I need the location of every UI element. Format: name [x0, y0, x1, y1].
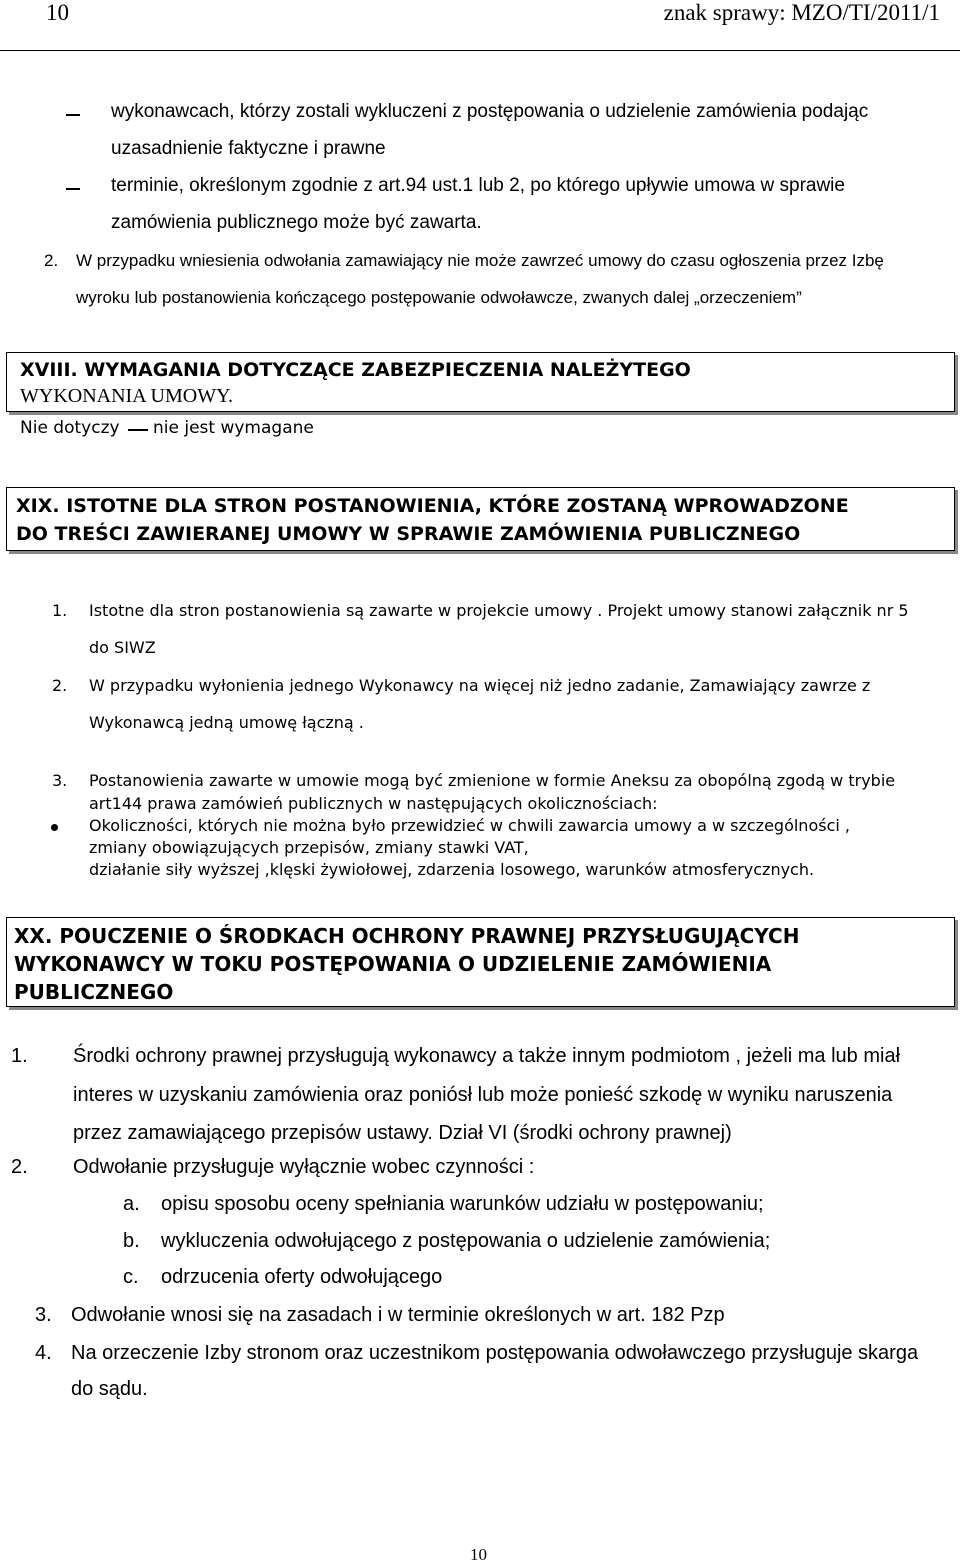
s20-sub-a-text: opisu sposobu oceny spełniania warunków udziału w postępowaniu; — [161, 1193, 764, 1215]
s20-item1-line3: przez zamawiającego przepisów ustawy. Dział VI (środki ochrony prawnej) — [73, 1122, 732, 1144]
s19-bullet-line1: Okoliczności, których nie można było przewidzieć w chwili zawarcia umowy a w szczególności , — [89, 816, 850, 835]
s20-item2-number: 2. — [11, 1156, 28, 1178]
bullet-dot — [51, 824, 58, 831]
s19-item1-line2: do SIWZ — [89, 638, 156, 657]
s20-item4-line1: Na orzeczenie Izby stronom oraz uczestnikom postępowania odwoławczego przysługuje skarga — [71, 1342, 919, 1364]
s20-sub-c-label: c. — [123, 1266, 139, 1288]
point2-line1: W przypadku wniesienia odwołania zamawiający nie może zawrzeć umowy do czasu ogłoszenia przez Izbę — [76, 251, 884, 270]
section19-title-line2: DO TREŚCI ZAWIERANEJ UMOWY W SPRAWIE ZAMÓWIENIA PUBLICZNEGO — [16, 523, 801, 545]
dash-bullet — [66, 114, 80, 116]
s19-item2-number: 2. — [52, 676, 68, 695]
s20-item3-text: Odwołanie wnosi się na zasadach i w terminie określonych w art. 182 Pzp — [71, 1304, 725, 1326]
dash-item-1-line1: wykonawcach, którzy zostali wykluczeni z postępowania o udzielenie zamówienia podając — [111, 101, 869, 122]
section20-title-line3: PUBLICZNEGO — [14, 980, 174, 1004]
s20-item1-number: 1. — [11, 1045, 28, 1067]
section18-body-right: nie jest wymagane — [153, 418, 314, 438]
section20-title-line2: WYKONAWCY W TOKU POSTĘPOWANIA O UDZIELENIE ZAMÓWIENIA — [14, 952, 772, 976]
section19-title-line1: XIX. ISTOTNE DLA STRON POSTANOWIENIA, KTÓRE ZOSTANĄ WPROWADZONE — [16, 495, 849, 517]
s19-item1-line1: Istotne dla stron postanowienia są zawarte w projekcie umowy . Projekt umowy stanowi załącznik nr 5 — [89, 601, 909, 620]
section18-body-left: Nie dotyczy — [20, 418, 120, 438]
dash-separator — [128, 429, 148, 431]
footer-page-number: 10 — [470, 1545, 487, 1564]
s20-item1-line1: Środki ochrony prawnej przysługują wykonawcy a także innym podmiotom , jeżeli ma lub miał — [73, 1045, 901, 1067]
s20-sub-a-label: a. — [123, 1193, 140, 1215]
section18-title-line1: XVIII. WYMAGANIA DOTYCZĄCE ZABEZPIECZENIA NALEŻYTEGO — [20, 359, 691, 381]
header-case-number: znak sprawy: MZO/TI/2011/1 — [663, 0, 940, 25]
s19-item2-line2: Wykonawcą jedną umowę łączną . — [89, 713, 364, 732]
section18-title-line2: WYKONANIA UMOWY. — [20, 385, 233, 407]
dash-item-1-line2: uzasadnienie faktyczne i prawne — [111, 138, 386, 159]
s19-item3-line1: Postanowienia zawarte w umowie mogą być zmienione w formie Aneksu za obopólną zgodą w trybie — [89, 771, 896, 790]
header-rule — [0, 50, 960, 51]
s19-item1-number: 1. — [52, 601, 68, 620]
section20-title-line1: XX. POUCZENIE O ŚRODKACH OCHRONY PRAWNEJ PRZYSŁUGUJĄCYCH — [14, 924, 800, 948]
point2-line2: wyroku lub postanowienia kończącego postępowanie odwoławcze, zwanych dalej „orzeczeniem” — [76, 288, 802, 307]
s20-sub-b-label: b. — [123, 1230, 140, 1252]
dash-item-2-line2: zamówienia publicznego może być zawarta. — [111, 212, 482, 233]
s19-item3-line2: art144 prawa zamówień publicznych w następujących okolicznościach: — [89, 794, 658, 813]
point2-number: 2. — [44, 251, 59, 270]
s20-item4-number: 4. — [35, 1342, 52, 1364]
header-page-number: 10 — [46, 0, 69, 25]
dash-item-2-line1: terminie, określonym zgodnie z art.94 ust.1 lub 2, po którego upływie umowa w sprawie — [111, 175, 845, 196]
s20-item1-line2: interes w uzyskaniu zamówienia oraz poniósł lub może ponieść szkodę w wyniku naruszenia — [73, 1084, 893, 1106]
s20-item3-number: 3. — [35, 1304, 52, 1326]
s19-bullet-line2: zmiany obowiązujących przepisów, zmiany stawki VAT, — [89, 838, 529, 857]
s20-item4-line2: do sądu. — [71, 1378, 148, 1400]
dash-bullet — [66, 188, 80, 190]
s20-sub-b-text: wykluczenia odwołującego z postępowania o udzielenie zamówienia; — [161, 1230, 771, 1252]
s20-item2-text: Odwołanie przysługuje wyłącznie wobec czynności : — [73, 1156, 535, 1178]
s20-sub-c-text: odrzucenia oferty odwołującego — [161, 1266, 443, 1288]
s19-item2-line1: W przypadku wyłonienia jednego Wykonawcy na więcej niż jedno zadanie, Zamawiający zawrze z — [89, 676, 871, 695]
s19-item3-number: 3. — [52, 771, 68, 790]
s19-bullet-line3: działanie siły wyższej ,klęski żywiołowej, zdarzenia losowego, warunków atmosferycznych. — [89, 860, 815, 879]
